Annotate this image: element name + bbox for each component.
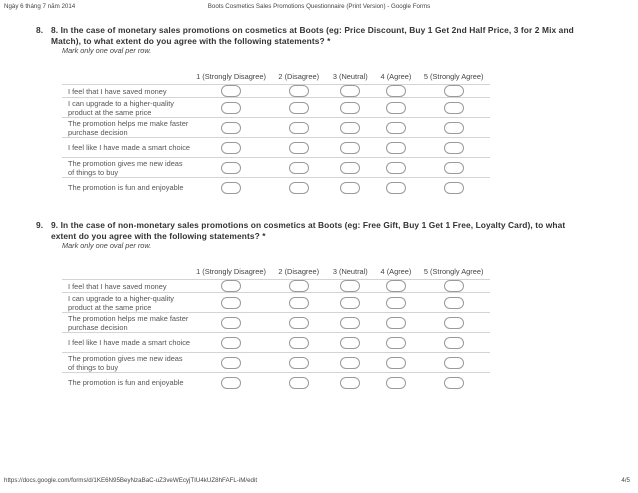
- radio-oval[interactable]: [340, 280, 360, 292]
- grid-row: [62, 280, 490, 293]
- grid-row: [62, 353, 490, 373]
- radio-oval[interactable]: [340, 297, 360, 309]
- statement-label: The promotion gives me new ideas of things to buy: [62, 158, 191, 178]
- radio-oval[interactable]: [221, 337, 241, 349]
- radio-oval[interactable]: [386, 182, 406, 194]
- radio-oval[interactable]: [340, 337, 360, 349]
- radio-oval[interactable]: [221, 297, 241, 309]
- radio-oval[interactable]: [221, 377, 241, 389]
- grid-corner: [62, 263, 191, 280]
- radio-oval[interactable]: [340, 85, 360, 97]
- radio-oval[interactable]: [221, 102, 241, 114]
- statement-label: The promotion helps me make faster purchase decision: [62, 313, 191, 333]
- grid-header-row: [62, 68, 490, 85]
- radio-oval[interactable]: [221, 142, 241, 154]
- radio-oval[interactable]: [221, 122, 241, 134]
- radio-oval[interactable]: [386, 85, 406, 97]
- radio-oval[interactable]: [386, 280, 406, 292]
- radio-oval[interactable]: [340, 317, 360, 329]
- print-date: Ngày 6 tháng 7 năm 2014: [4, 3, 76, 10]
- radio-oval[interactable]: [289, 85, 309, 97]
- radio-oval[interactable]: [444, 337, 464, 349]
- radio-oval[interactable]: [340, 357, 360, 369]
- question-8-text: 8. In the case of monetary sales promotions on cosmetics at Boots (eg: Price Discount, Buy 1 Get 2nd Half Price, 3 for 2 Mix and Match), to what extent do you agree with the following statements? *: [51, 25, 574, 46]
- radio-oval[interactable]: [386, 142, 406, 154]
- radio-oval[interactable]: [340, 102, 360, 114]
- radio-oval[interactable]: [444, 162, 464, 174]
- radio-oval[interactable]: [289, 122, 309, 134]
- radio-oval[interactable]: [221, 357, 241, 369]
- radio-oval[interactable]: [444, 102, 464, 114]
- radio-oval[interactable]: [444, 317, 464, 329]
- grid-row: [62, 158, 490, 178]
- radio-oval[interactable]: [340, 142, 360, 154]
- scale-5-label: 5 (Strongly Agree): [423, 266, 484, 276]
- radio-oval[interactable]: [444, 297, 464, 309]
- radio-oval[interactable]: [386, 357, 406, 369]
- radio-oval[interactable]: [444, 85, 464, 97]
- radio-oval[interactable]: [340, 377, 360, 389]
- radio-oval[interactable]: [340, 182, 360, 194]
- statement-label: The promotion gives me new ideas of things to buy: [62, 353, 191, 373]
- radio-oval[interactable]: [386, 162, 406, 174]
- statement-label: The promotion is fun and enjoyable: [62, 373, 191, 393]
- radio-oval[interactable]: [289, 297, 309, 309]
- question-8-title: [36, 25, 591, 47]
- question-8-number: 8.: [36, 25, 44, 35]
- grid-row: [62, 313, 490, 333]
- scale-1-label: 1 (Strongly Disagree): [196, 266, 266, 276]
- grid-row: [62, 138, 490, 158]
- question-9-note: Mark only one oval per row.: [62, 241, 152, 250]
- radio-oval[interactable]: [221, 280, 241, 292]
- footer-url: https://docs.google.com/forms/d/1KE6N95BeyNzaBaC-uZ3veWEcyjTIU4kUZ8hFAFL-iM/edit: [4, 477, 258, 484]
- page-number: 4/5: [621, 477, 630, 484]
- question-9-number: 9.: [36, 220, 44, 230]
- question-8-note: Mark only one oval per row.: [62, 46, 152, 55]
- radio-oval[interactable]: [289, 377, 309, 389]
- scale-3-label: 3 (Neutral): [332, 71, 368, 81]
- radio-oval[interactable]: [221, 317, 241, 329]
- grid-row: [62, 293, 490, 313]
- statement-label: I can upgrade to a higher-quality product at the same price: [62, 293, 191, 313]
- statement-label: I feel that I have saved money: [62, 280, 191, 293]
- radio-oval[interactable]: [289, 357, 309, 369]
- radio-oval[interactable]: [289, 162, 309, 174]
- statement-label: I feel that I have saved money: [62, 85, 191, 98]
- radio-oval[interactable]: [340, 122, 360, 134]
- question-8-grid: [62, 68, 490, 197]
- radio-oval[interactable]: [221, 162, 241, 174]
- grid-row: [62, 118, 490, 138]
- statement-label: I feel like I have made a smart choice: [62, 138, 191, 158]
- question-9-title: [36, 220, 591, 242]
- scale-4-label: 4 (Agree): [380, 71, 412, 81]
- statement-label: The promotion is fun and enjoyable: [62, 178, 191, 198]
- radio-oval[interactable]: [386, 377, 406, 389]
- grid-header-row: [62, 263, 490, 280]
- radio-oval[interactable]: [444, 122, 464, 134]
- statement-label: I feel like I have made a smart choice: [62, 333, 191, 353]
- radio-oval[interactable]: [386, 297, 406, 309]
- statement-label: I can upgrade to a higher-quality product at the same price: [62, 98, 191, 118]
- radio-oval[interactable]: [444, 142, 464, 154]
- radio-oval[interactable]: [221, 182, 241, 194]
- grid-row: [62, 178, 490, 198]
- question-9-grid: [62, 263, 490, 392]
- grid-row: [62, 333, 490, 353]
- radio-oval[interactable]: [386, 122, 406, 134]
- radio-oval[interactable]: [444, 280, 464, 292]
- radio-oval[interactable]: [289, 182, 309, 194]
- radio-oval[interactable]: [289, 337, 309, 349]
- document-title: Boots Cosmetics Sales Promotions Questionnaire (Print Version) - Google Forms: [207, 3, 431, 10]
- radio-oval[interactable]: [289, 102, 309, 114]
- question-9-text: 9. In the case of non-monetary sales promotions on cosmetics at Boots (eg: Free Gift, Buy 1 Get 1 Free, Loyalty Card), to what extent do you agree with the following statements? *: [51, 220, 566, 241]
- grid-corner: [62, 68, 191, 85]
- radio-oval[interactable]: [289, 317, 309, 329]
- grid-row: [62, 85, 490, 98]
- radio-oval[interactable]: [444, 182, 464, 194]
- grid-row: [62, 373, 490, 393]
- radio-oval[interactable]: [444, 377, 464, 389]
- scale-1-label: 1 (Strongly Disagree): [196, 71, 266, 81]
- grid-row: [62, 98, 490, 118]
- radio-oval[interactable]: [386, 317, 406, 329]
- statement-label: The promotion helps me make faster purchase decision: [62, 118, 191, 138]
- radio-oval[interactable]: [289, 142, 309, 154]
- radio-oval[interactable]: [340, 162, 360, 174]
- scale-5-label: 5 (Strongly Agree): [423, 71, 484, 81]
- radio-oval[interactable]: [289, 280, 309, 292]
- scale-2-label: 2 (Disagree): [278, 266, 320, 276]
- scale-4-label: 4 (Agree): [380, 266, 412, 276]
- radio-oval[interactable]: [444, 357, 464, 369]
- radio-oval[interactable]: [221, 85, 241, 97]
- radio-oval[interactable]: [386, 102, 406, 114]
- radio-oval[interactable]: [386, 337, 406, 349]
- scale-2-label: 2 (Disagree): [278, 71, 320, 81]
- scale-3-label: 3 (Neutral): [332, 266, 368, 276]
